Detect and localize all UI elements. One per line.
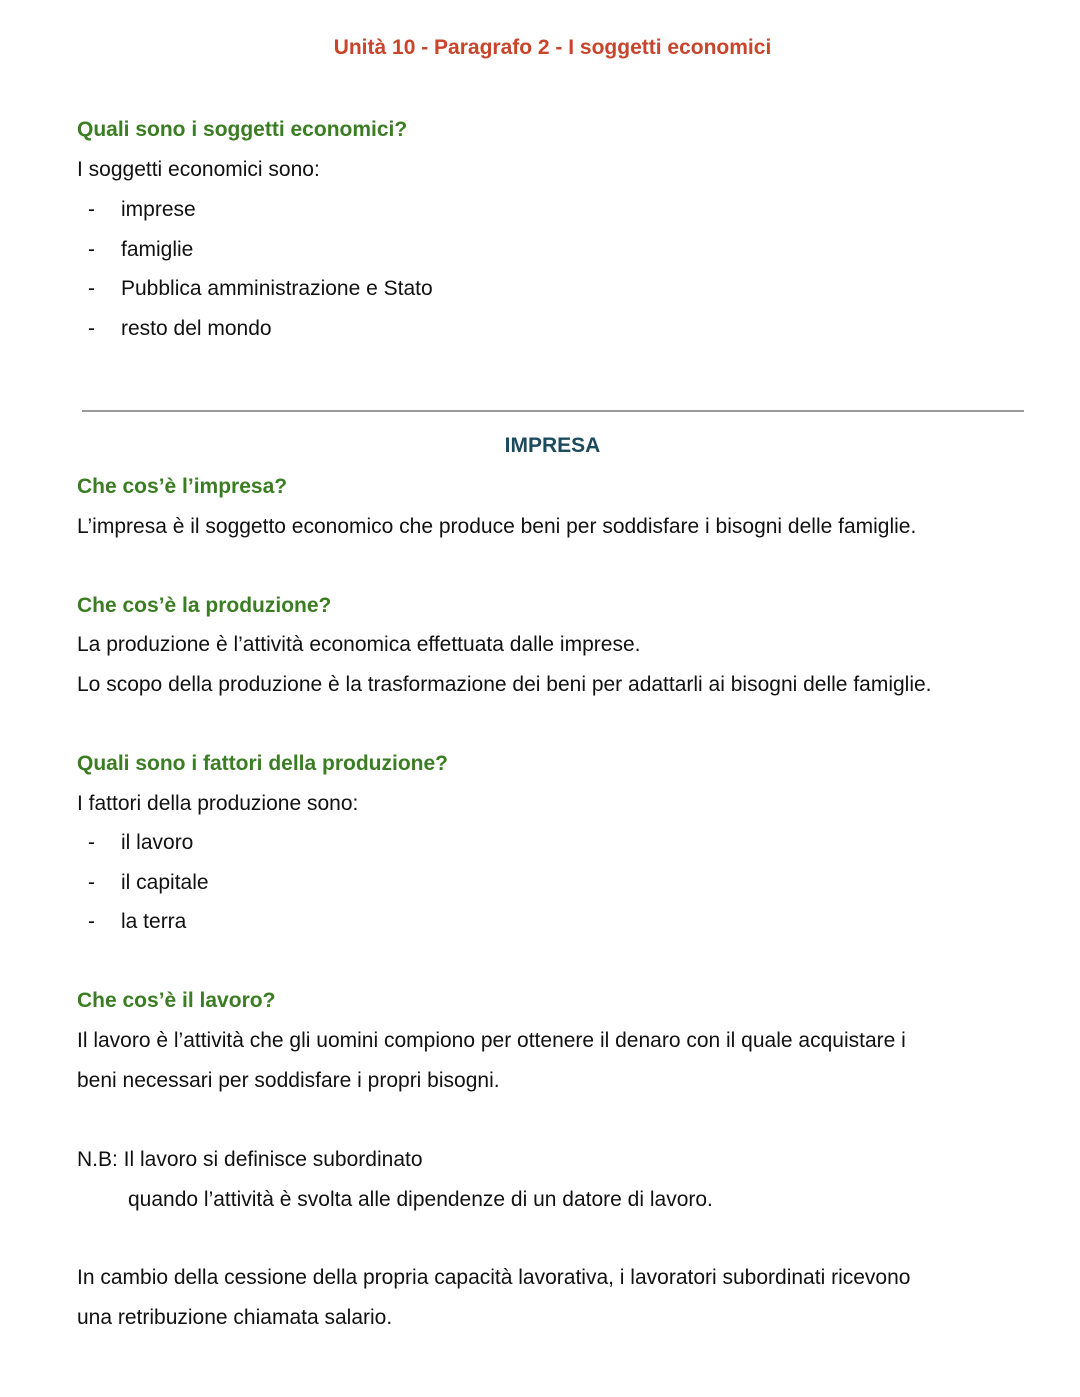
closing-line-2: una retribuzione chiamata salario.	[77, 1306, 393, 1329]
bullet-dash: -	[88, 871, 95, 894]
list-item	[88, 277, 433, 301]
list-item-text: famiglie	[121, 238, 194, 261]
fattori-intro: I fattori della produzione sono:	[77, 792, 359, 815]
bullet-dash: -	[88, 198, 95, 221]
list-item	[88, 238, 193, 262]
bullet-dash: -	[88, 317, 95, 340]
bullet-dash: -	[88, 277, 95, 300]
produzione-line-1: La produzione è l’attività economica effettuata dalle imprese.	[77, 633, 641, 656]
page-title: Unità 10 - Paragrafo 2 - I soggetti economici	[333, 36, 772, 59]
list-item-text: la terra	[121, 910, 187, 933]
question-fattori: Quali sono i fattori della produzione?	[77, 752, 449, 775]
nota-bene-line-1: N.B: Il lavoro si definisce subordinato	[77, 1148, 423, 1171]
section-heading: IMPRESA	[504, 434, 601, 457]
list-item-text: il lavoro	[121, 831, 194, 854]
list-item-text: resto del mondo	[121, 317, 272, 340]
question-soggetti: Quali sono i soggetti economici?	[77, 118, 408, 141]
bullet-dash: -	[88, 831, 95, 854]
impresa-answer: L’impresa è il soggetto economico che produce beni per soddisfare i bisogni delle famiglie.	[77, 515, 917, 538]
produzione-line-2: Lo scopo della produzione è la trasformazione dei beni per adattarli ai bisogni delle famiglie.	[77, 673, 932, 696]
bullet-dash: -	[88, 910, 95, 933]
question-produzione: Che cos’è la produzione?	[77, 594, 332, 617]
bullet-dash: -	[88, 238, 95, 261]
lavoro-line-1: Il lavoro è l’attività che gli uomini compiono per ottenere il denaro con il quale acquistare i	[77, 1029, 906, 1052]
list-item	[88, 831, 193, 855]
list-item	[88, 317, 272, 341]
lavoro-line-2: beni necessari per soddisfare i propri bisogni.	[77, 1069, 500, 1092]
list-item	[88, 198, 196, 222]
list-item	[88, 871, 209, 895]
nota-bene-line-2: quando l’attività è svolta alle dipendenze di un datore di lavoro.	[128, 1188, 713, 1211]
list-item-text: Pubblica amministrazione e Stato	[121, 277, 433, 300]
soggetti-intro: I soggetti economici sono:	[77, 158, 320, 181]
question-impresa: Che cos’è l’impresa?	[77, 475, 288, 498]
question-lavoro: Che cos’è il lavoro?	[77, 989, 276, 1012]
closing-line-1: In cambio della cessione della propria capacità lavorativa, i lavoratori subordinati ricevono	[77, 1266, 911, 1289]
list-item-text: imprese	[121, 198, 196, 221]
horizontal-divider	[82, 410, 1024, 412]
list-item	[88, 910, 186, 934]
list-item-text: il capitale	[121, 871, 209, 894]
